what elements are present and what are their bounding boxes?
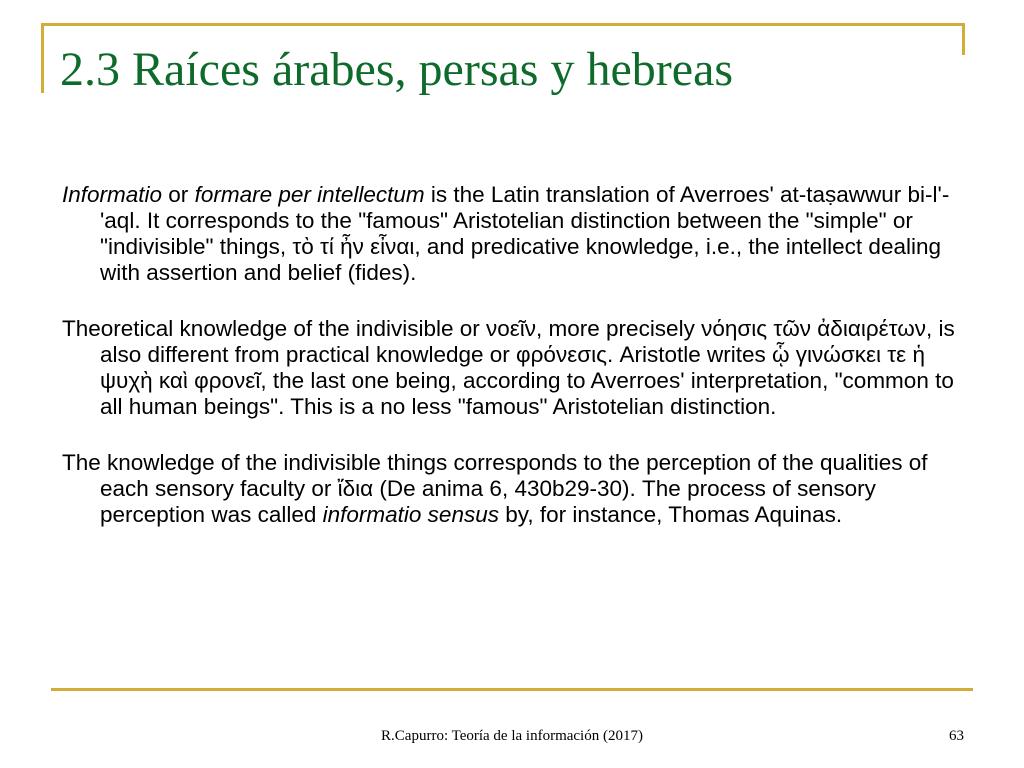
decorative-rule-left (41, 23, 44, 93)
latin-term: formare per intellectum (194, 182, 425, 207)
paragraph-theoretical-knowledge: Theoretical knowledge of the indivisible or νοεῖν, more precisely νόησις τῶν ἀδιαιρέτων, is also different from practical knowledge or φρόνεσις. Aristotle writes ᾧ γινώσκει τε ἡ ψυχὴ καὶ φρονεῖ, the last one being, according to Averroes' interpretation, "common to all human beings". This is a no less "famous" Aristotelian distinction. (62, 316, 955, 419)
decorative-rule-right (962, 23, 965, 55)
latin-term: informatio sensus (322, 502, 499, 527)
paragraph-sensory-perception (62, 450, 970, 528)
text-run: by, for instance, Thomas Aquinas. (498, 502, 843, 527)
decorative-rule-bottom (51, 688, 973, 691)
slide-footer: R.Capurro: Teoría de la información (2017) (381, 728, 643, 744)
text-run: or (162, 182, 195, 207)
latin-term: Informatio (62, 182, 163, 207)
paragraph-informatio (62, 182, 970, 286)
page-number: 63 (949, 728, 964, 744)
text-run: The knowledge of the indivisible things corresponds to the perception of the qualities of each sensory faculty or ἴδια (De anima 6, 430b29-30). The process of sensory perception was called (62, 450, 928, 527)
text-run: is the Latin translation of Averroes' at-taṣawwur bi-l'-'aql. It corresponds to the "famous" Aristotelian distinction between the "simple" or "indivisible" things, τὸ τί ἦν εἶναι, and predicative knowledge, i.e., the intellect dealing with assertion and belief (fides). (100, 182, 950, 285)
decorative-rule-top (41, 23, 965, 26)
slide-title: 2.3 Raíces árabes, persas y hebreas (60, 43, 734, 96)
slide-body (62, 182, 970, 528)
